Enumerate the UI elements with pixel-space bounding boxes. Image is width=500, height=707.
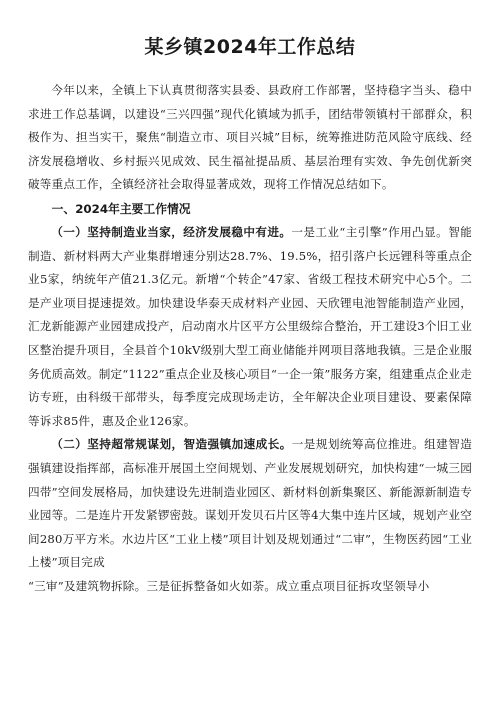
subsection-1 <box>28 221 472 433</box>
page-title: 某乡镇2024年工作总结 <box>144 36 356 58</box>
subsection-2-continued: “三审”及建筑物拆除。三是征拆整备如火如荼。成立重点项目征拆攻坚领导小 <box>28 578 430 593</box>
subsection-1-body: 一是工业“主引擎”作用凸显。智能制造、新材料两大产业集群增速分别达28.7%、19.5%，招引落户长远锂科等重点企业5家，纳统年产值21.3亿元。新增“个转企”47家、省级工程技术研究中心5个。二是产业项目提速提效。加快建设华泰天成材料产业园、天欣锂电池智能制造产业园，汇龙新能源产业园建成投产，启动南水片区平方公里级综合整治，开工建设3个旧工业区整治提升项目，全县首个10kV级别大型工商业储能并网项目落地我镇。三是企业服务优质高效。制定“1122”重点企业及核心项目“一企一策”服务方案，组建重点企业走访专班，由科级干部带头，每季度完成现场走访，全年解决企业项目建设、要素保障等诉求85件，惠及企业126家。 <box>28 224 473 428</box>
section-heading: 一、2024年主要工作情况 <box>51 201 191 216</box>
subsection-2 <box>28 433 472 575</box>
subsection-2-body: 一是规划统筹高位推进。组建智造强镇建设指挥部，高标准开展国土空间规划、产业发展规划研究，加快构建“一城三园四带”空间发展格局，加快建设先进制造业园区、新材料创新集聚区、新能源新制造专业园等。二是连片开发紧锣密鼓。谋划开发贝石片区等4大集中连片区域，规划产业空间280万平方米。水边片区“工业上楼”项目计划及规划通过“二审”，生物医药园“工业上楼”项目完成 <box>28 437 472 570</box>
subsection-1-heading: （一）坚持制造业当家，经济发展稳中有进。 <box>51 224 292 239</box>
subsection-2-heading: （二）坚持超常规谋划，智造强镇加速成长。 <box>51 437 292 452</box>
intro-paragraph: 今年以来，全镇上下认真贯彻落实县委、县政府工作部署，坚持稳字当头、稳中求进工作总基调，以建设“三兴四强”现代化镇域为抓手，团结带领镇村干部群众，积极作为、担当实干，聚焦“制造立市、项目兴城”目标，统筹推进防范风险守底线、经济发展稳增收、乡村振兴见成效、民生福祉提品质、基层治理有实效、争先创优新突破等重点工作，全镇经济社会取得显著成效，现将工作情况总结如下。 <box>28 83 472 192</box>
